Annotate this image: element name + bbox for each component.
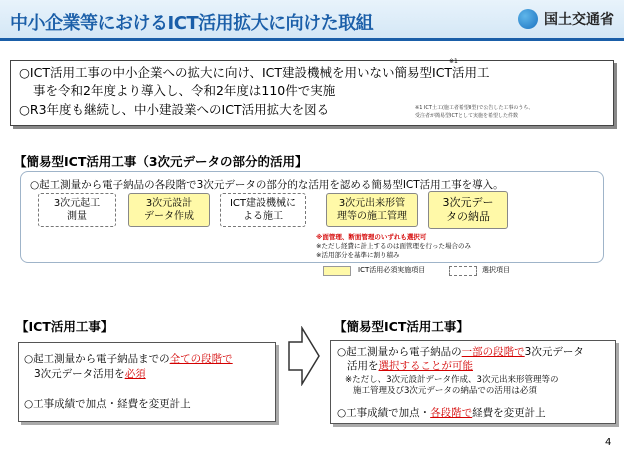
ict-line-2 bbox=[34, 368, 146, 381]
simple-line-2b: 選択することが可能 bbox=[378, 360, 473, 372]
ict-line-1a: ○起工測量から電子納品までの bbox=[24, 353, 170, 365]
stage-survey: 3次元起工 測量 bbox=[38, 193, 116, 227]
simple-note-2: 施工管理及び3次元データの納品での活用は必須 bbox=[353, 386, 537, 396]
header-divider bbox=[0, 38, 624, 41]
summary-line-3: ○R3年度も継続し、中小建設業へのICT活用拡大を図る bbox=[19, 102, 330, 117]
note-expense: ※ただし経費に計上するのは面管理を行った場合のみ bbox=[316, 242, 471, 250]
ict-line-2b: 必須 bbox=[124, 368, 146, 380]
simple-note-1: ※ただし、3次元設計データ作成、3次元出来形管理等の bbox=[345, 375, 559, 385]
summary-line-2: 事を令和2年度より導入し、令和2年度は110件で実施 bbox=[33, 83, 336, 98]
stage-design-data: 3次元設計 データ作成 bbox=[128, 193, 210, 227]
ministry-name: 国土交通省 bbox=[544, 12, 614, 28]
page-title: 中小企業等におけるICT活用拡大に向けた取組 bbox=[10, 13, 374, 34]
summary-box bbox=[10, 60, 614, 126]
ict-line-3: ○工事成績で加点・経費を変更計上 bbox=[24, 398, 191, 410]
legend-optional-swatch bbox=[449, 266, 477, 276]
simple-line-1 bbox=[337, 346, 584, 359]
simple-line-3a: ○工事成績で加点・ bbox=[337, 407, 431, 419]
simple-line-3c: 経費を変更計上 bbox=[472, 407, 546, 419]
simple-line-3 bbox=[337, 407, 546, 420]
note-allocation: ※活用部分を基準に割り積み bbox=[316, 251, 400, 259]
simple-line-2a: 活用を bbox=[347, 360, 379, 372]
red-note: ※面管理、断面管理のいずれも選択可 bbox=[316, 233, 427, 241]
simple-line-3b: 各段階で bbox=[430, 407, 473, 419]
summary-footnote-2: 受注者が簡易型ICTとして実施を希望した件数 bbox=[415, 113, 519, 119]
right-arrow-icon bbox=[288, 326, 320, 386]
header-bar bbox=[0, 0, 624, 38]
ict-heading: 【ICT活用工事】 bbox=[16, 319, 114, 334]
ict-line-2a: 3次元データ活用を bbox=[34, 368, 125, 380]
simple-line-1b: 一部の段階で bbox=[461, 346, 525, 358]
simple-line-1a: ○起工測量から電子納品の bbox=[337, 346, 462, 358]
simple-line-2 bbox=[347, 360, 473, 373]
legend-optional-label: 選択項目 bbox=[482, 266, 510, 274]
legend-required-label: ICT活用必須実施項目 bbox=[358, 266, 426, 274]
mlit-logo-icon bbox=[518, 9, 538, 29]
footnote-mark: ※1 bbox=[449, 58, 458, 65]
stage-construction-management: 3次元出来形管 理等の施工管理 bbox=[326, 193, 418, 227]
summary-line-1: ○ICT活用工事の中小企業への拡大に向け、ICT建設機械を用いない簡易型ICT活用工 bbox=[19, 65, 490, 80]
stage-data-delivery: 3次元デー タの納品 bbox=[428, 191, 508, 229]
legend-required-swatch bbox=[323, 266, 351, 276]
ministry-logo bbox=[518, 8, 614, 30]
summary-footnote-1: ※1 ICT土工(施工者希望Ⅱ型)で公告した工事のうち、 bbox=[415, 105, 534, 111]
ict-line-1 bbox=[24, 353, 233, 366]
simple-box bbox=[330, 340, 616, 424]
ict-line-1b: 全ての段階で bbox=[169, 353, 233, 365]
stage-ict-machinery: ICT建設機械に よる施工 bbox=[220, 193, 306, 227]
simple-line-1c: 3次元データ bbox=[524, 346, 584, 358]
simple-ict-intro: ○起工測量から電子納品の各段階で3次元データの部分的な活用を認める簡易型ICT活用工事を導入。 bbox=[30, 179, 504, 191]
ict-box bbox=[18, 342, 276, 422]
simple-ict-heading: 【簡易型ICT活用工事（3次元データの部分的活用】 bbox=[14, 154, 308, 169]
page-number: 4 bbox=[605, 437, 612, 448]
simple-compare-heading: 【簡易型ICT活用工事】 bbox=[334, 319, 469, 334]
